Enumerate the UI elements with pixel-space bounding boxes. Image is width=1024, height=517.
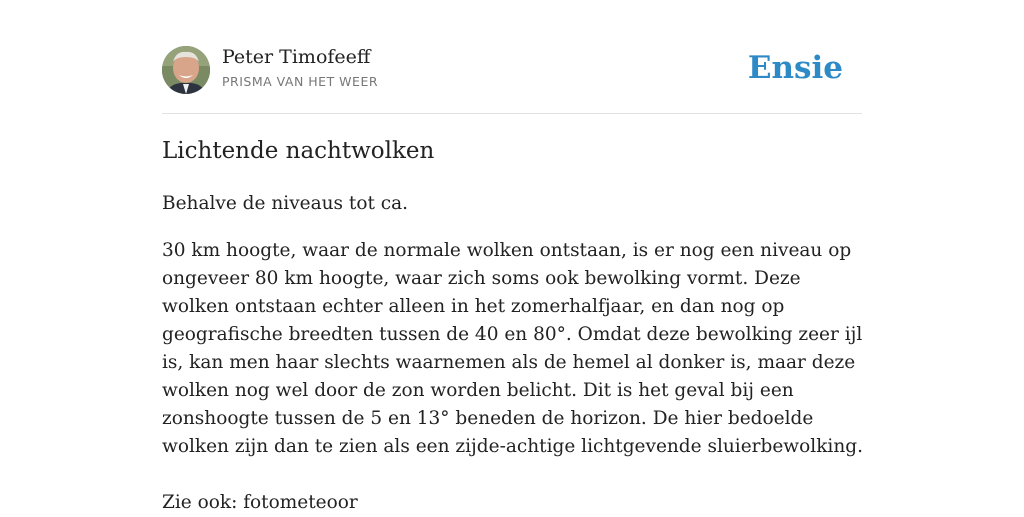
- ensie-logo[interactable]: Ensie: [747, 50, 843, 86]
- article-paragraph: Behalve de niveaus tot ca.: [162, 193, 409, 214]
- author-header: [162, 46, 862, 96]
- header-divider: [162, 113, 862, 114]
- see-also-paragraph: Zie ook: fotometeoor: [162, 492, 358, 513]
- article-title: Lichtende nachtwolken: [162, 138, 435, 164]
- author-name[interactable]: Peter Timofeeff: [222, 46, 371, 68]
- avatar-portrait-icon: [162, 46, 210, 94]
- author-source[interactable]: PRISMA VAN HET WEER: [222, 74, 379, 89]
- article-paragraph: 30 km hoogte, waar de normale wolken ontstaan, is er nog een niveau op ongeveer 80 km hoogte, waar zich soms ook bewolking vormt. Deze wolken ontstaan echter alleen in het zomerhalfjaar, en dan nog op geografische breedten tussen de 40 en 80°. Omdat deze bewolking zeer ijl is, kan men haar slechts waarnemen als de hemel al donker is, maar deze wolken nog wel door de zon worden belicht. Dit is het geval bij een zonshoogte tussen de 5 en 13° beneden de horizon. De hier bedoelde wolken zijn dan te zien als een zijde-achtige lichtgevende sluierbewolking.: [162, 240, 863, 457]
- author-avatar[interactable]: [162, 46, 210, 94]
